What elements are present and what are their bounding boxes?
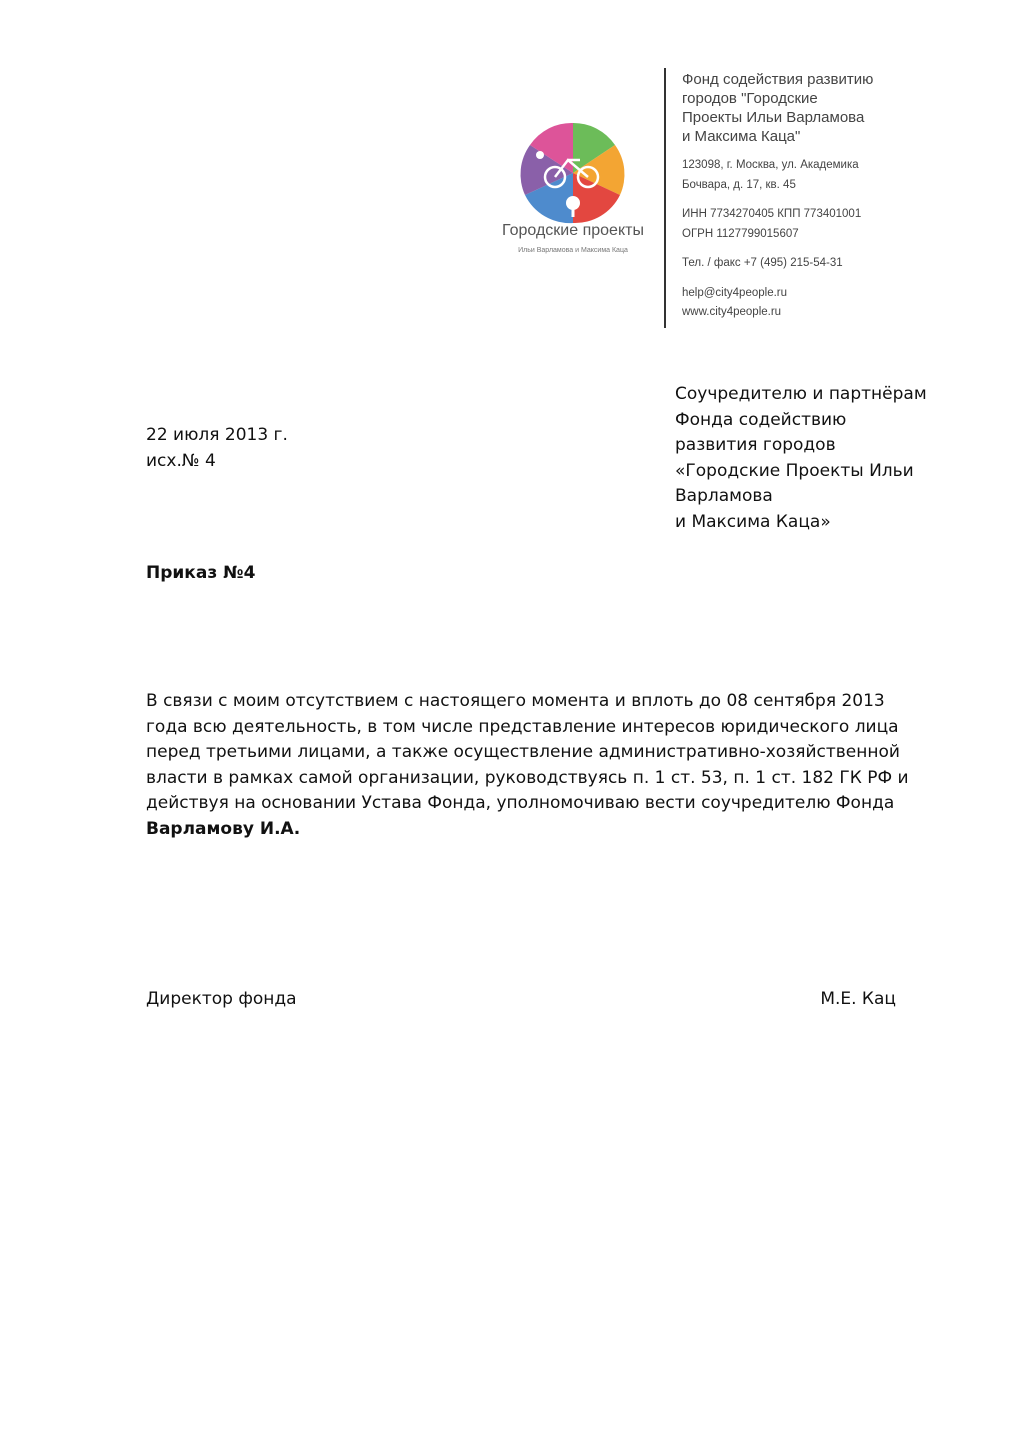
email-link[interactable]: help@city4people.ru — [682, 286, 788, 299]
address-line: Бочвара, д. 17, кв. 45 — [682, 178, 796, 191]
order-body — [146, 689, 966, 842]
website-link[interactable]: www.city4people.ru — [682, 306, 782, 318]
order-title: Приказ №4 — [146, 563, 256, 583]
signature-row — [146, 987, 896, 1013]
authorized-person: Варламову И.А. — [146, 818, 301, 839]
body-line: действуя на основании Устава Фонда, уполномочиваю вести соучредителю Фонда — [146, 793, 895, 813]
logo-subtitle: Ильи Варламова и Максима Каца — [518, 247, 628, 254]
body-line: года всю деятельность, в том числе представление интересов юридического лица — [146, 716, 899, 737]
letterhead-divider — [664, 68, 666, 328]
pedestrian-icon — [536, 151, 544, 159]
body-line: В связи с моим отсутствием с настоящего момента и вплоть до 08 сентября 2013 — [146, 691, 885, 711]
address-line: 123098, г. Москва, ул. Академика — [682, 159, 859, 171]
org-name: Фонд содействия развитию городов "Городские Проекты Ильи Варламова и Максима Каца" — [682, 71, 874, 145]
date-block — [146, 423, 446, 474]
signatory-name: М.Е. Кац — [820, 989, 896, 1009]
phone: Тел. / факс +7 (495) 215-54-31 — [682, 257, 843, 269]
recipient-block: Соучредителю и партнёрам Фонда содействию развития городов «Городские Проекты Ильи Варламова и Максима Каца» — [675, 384, 927, 532]
document-date: 22 июля 2013 г. — [146, 425, 288, 445]
signatory-position: Директор фонда — [146, 989, 297, 1009]
logo-title: Городские проекты — [502, 222, 644, 239]
inn-kpp: ИНН 7734270405 КПП 773401001 — [682, 208, 862, 220]
ogrn: ОГРН 1127799015607 — [682, 227, 799, 240]
org-info — [682, 70, 942, 323]
outgoing-number: исх.№ 4 — [146, 450, 216, 471]
body-line: власти в рамках самой организации, руководствуясь п. 1 ст. 53, п. 1 ст. 182 ГК РФ и — [146, 767, 909, 788]
body-line: перед третьими лицами, а также осуществление административно-хозяйственной — [146, 742, 900, 762]
